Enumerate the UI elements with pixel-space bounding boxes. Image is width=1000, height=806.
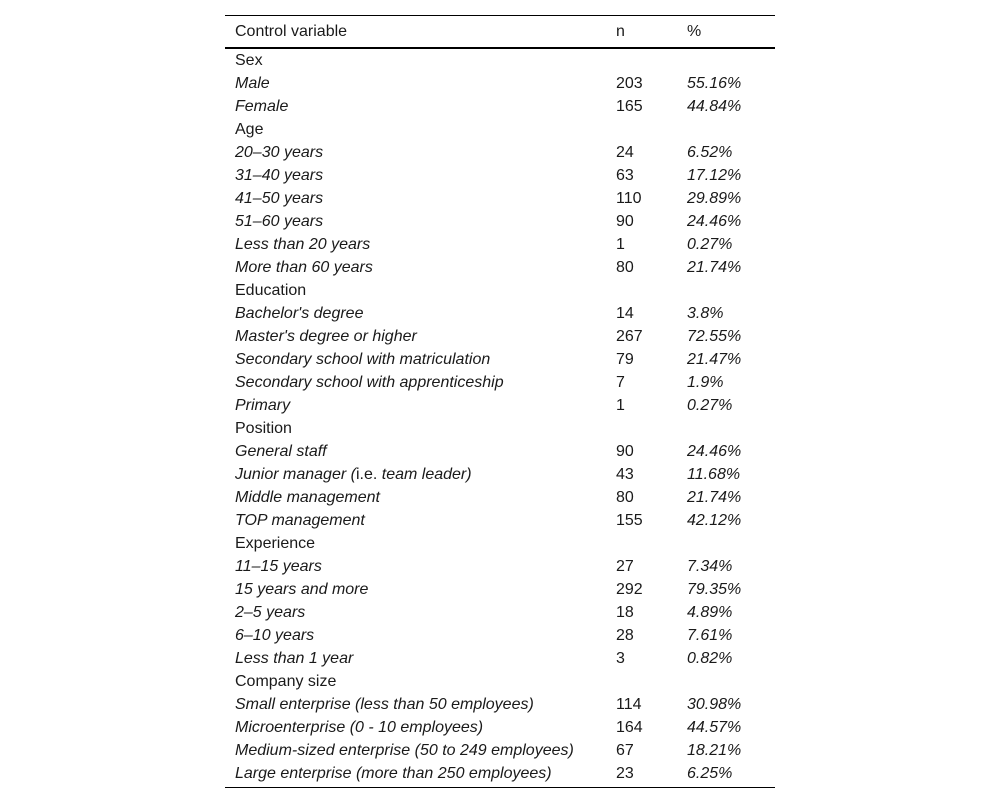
table-row [225,95,775,118]
row-label: 11–15 years [235,558,322,575]
row-percent: 18.21% [687,742,742,759]
row-count: 43 [616,466,634,483]
row-count: 23 [616,765,634,782]
table-row [225,371,775,394]
row-count: 114 [616,696,642,713]
row-percent: 29.89% [687,190,742,207]
row-label-part: i.e. [355,466,378,483]
row-label [225,463,606,486]
row-percent: 24.46% [687,213,742,230]
row-count: 1 [616,236,625,253]
row-count: 3 [616,650,625,667]
table-row [225,325,775,348]
row-count [606,532,677,555]
table-row [225,486,775,509]
category-row [225,48,775,72]
table-row [225,509,775,532]
row-label: General staff [235,443,327,460]
table-body [225,48,775,788]
row-count: 27 [616,558,634,575]
row-count: 90 [616,443,634,460]
row-label: 31–40 years [235,167,324,184]
row-label: Primary [235,397,291,414]
table-row [225,348,775,371]
table-header [225,16,775,49]
row-count [606,417,677,440]
control-variables-table-container [225,15,775,788]
row-label: 20–30 years [235,144,324,161]
control-variables-table [225,15,775,788]
row-count: 67 [616,742,634,759]
row-percent: 7.61% [687,627,733,644]
table-row [225,440,775,463]
row-label-part: team leader) [377,466,472,483]
category-label: Company size [235,673,337,690]
table-row [225,233,775,256]
row-label: Secondary school with apprenticeship [235,374,504,391]
row-label: Less than 20 years [235,236,371,253]
row-count: 164 [616,719,643,736]
row-count: 14 [616,305,634,322]
row-percent: 1.9% [687,374,724,391]
row-label: 41–50 years [235,190,324,207]
table-row [225,141,775,164]
category-label: Age [235,121,264,138]
row-percent: 0.27% [687,236,733,253]
table-row [225,716,775,739]
row-percent: 4.89% [687,604,733,621]
row-label-part: Junior manager ( [235,466,356,483]
row-count: 18 [616,604,634,621]
table-row [225,256,775,279]
row-count: 292 [616,581,643,598]
row-percent: 0.82% [687,650,733,667]
row-label: Male [235,75,270,92]
category-row [225,417,775,440]
row-percent: 55.16% [687,75,742,92]
row-percent: 7.34% [687,558,733,575]
row-count: 80 [616,259,634,276]
row-percent: 30.98% [687,696,742,713]
row-percent: 6.52% [687,144,733,161]
row-label: Small enterprise (less than 50 employees) [235,696,534,713]
row-label: 2–5 years [235,604,306,621]
category-label: Education [235,282,307,299]
row-label: Less than 1 year [235,650,354,667]
table-row [225,739,775,762]
row-label: 6–10 years [235,627,315,644]
table-row [225,302,775,325]
row-count: 1 [616,397,625,414]
row-percent: 79.35% [687,581,742,598]
header-n: n [616,22,625,40]
row-label: Bachelor's degree [235,305,364,322]
row-count: 110 [616,190,642,207]
row-percent [677,279,775,302]
row-label: Medium-sized enterprise (50 to 249 employees) [235,742,574,759]
row-percent: 6.25% [687,765,733,782]
row-percent [677,118,775,141]
row-percent [677,532,775,555]
table-row [225,210,775,233]
row-count: 80 [616,489,634,506]
table-row [225,394,775,417]
row-label: 51–60 years [235,213,324,230]
row-percent [677,417,775,440]
row-label: 15 years and more [235,581,369,598]
table-row [225,555,775,578]
row-label: Female [235,98,289,115]
row-count: 267 [616,328,643,345]
row-count [606,279,677,302]
table-row [225,164,775,187]
row-label: More than 60 years [235,259,373,276]
row-percent: 3.8% [687,305,724,322]
header-control-variable: Control variable [235,22,348,40]
table-row [225,187,775,210]
row-count: 24 [616,144,634,161]
row-count: 63 [616,167,634,184]
table-row [225,601,775,624]
row-label: Middle management [235,489,380,506]
row-label: Large enterprise (more than 250 employees) [235,765,552,782]
table-row [225,463,775,486]
row-percent: 72.55% [687,328,742,345]
row-percent: 44.57% [687,719,742,736]
row-count: 28 [616,627,634,644]
row-label: Microenterprise (0 - 10 employees) [235,719,484,736]
header-percent: % [687,22,702,40]
row-label: Secondary school with matriculation [235,351,491,368]
row-label: TOP management [235,512,365,529]
row-count: 7 [616,374,625,391]
row-count [606,670,677,693]
header-row [225,16,775,49]
table-row [225,762,775,788]
category-row [225,279,775,302]
table-row [225,693,775,716]
category-row [225,532,775,555]
row-percent: 11.68% [687,466,741,483]
row-percent [677,48,775,72]
row-percent: 0.27% [687,397,733,414]
row-percent: 21.47% [687,351,742,368]
row-label: Master's degree or higher [235,328,417,345]
row-count: 155 [616,512,643,529]
table-row [225,624,775,647]
row-percent: 42.12% [687,512,742,529]
category-row [225,670,775,693]
row-percent [677,670,775,693]
table-row [225,578,775,601]
category-row [225,118,775,141]
row-percent: 44.84% [687,98,742,115]
category-label: Position [235,420,292,437]
row-percent: 24.46% [687,443,742,460]
row-count [606,48,677,72]
table-row [225,647,775,670]
row-percent: 21.74% [687,259,742,276]
row-count: 165 [616,98,643,115]
row-percent: 21.74% [687,489,742,506]
category-label: Experience [235,535,316,552]
row-count: 90 [616,213,634,230]
row-percent: 17.12% [687,167,742,184]
category-label: Sex [235,52,263,69]
row-count [606,118,677,141]
row-count: 203 [616,75,643,92]
row-count: 79 [616,351,634,368]
table-row [225,72,775,95]
